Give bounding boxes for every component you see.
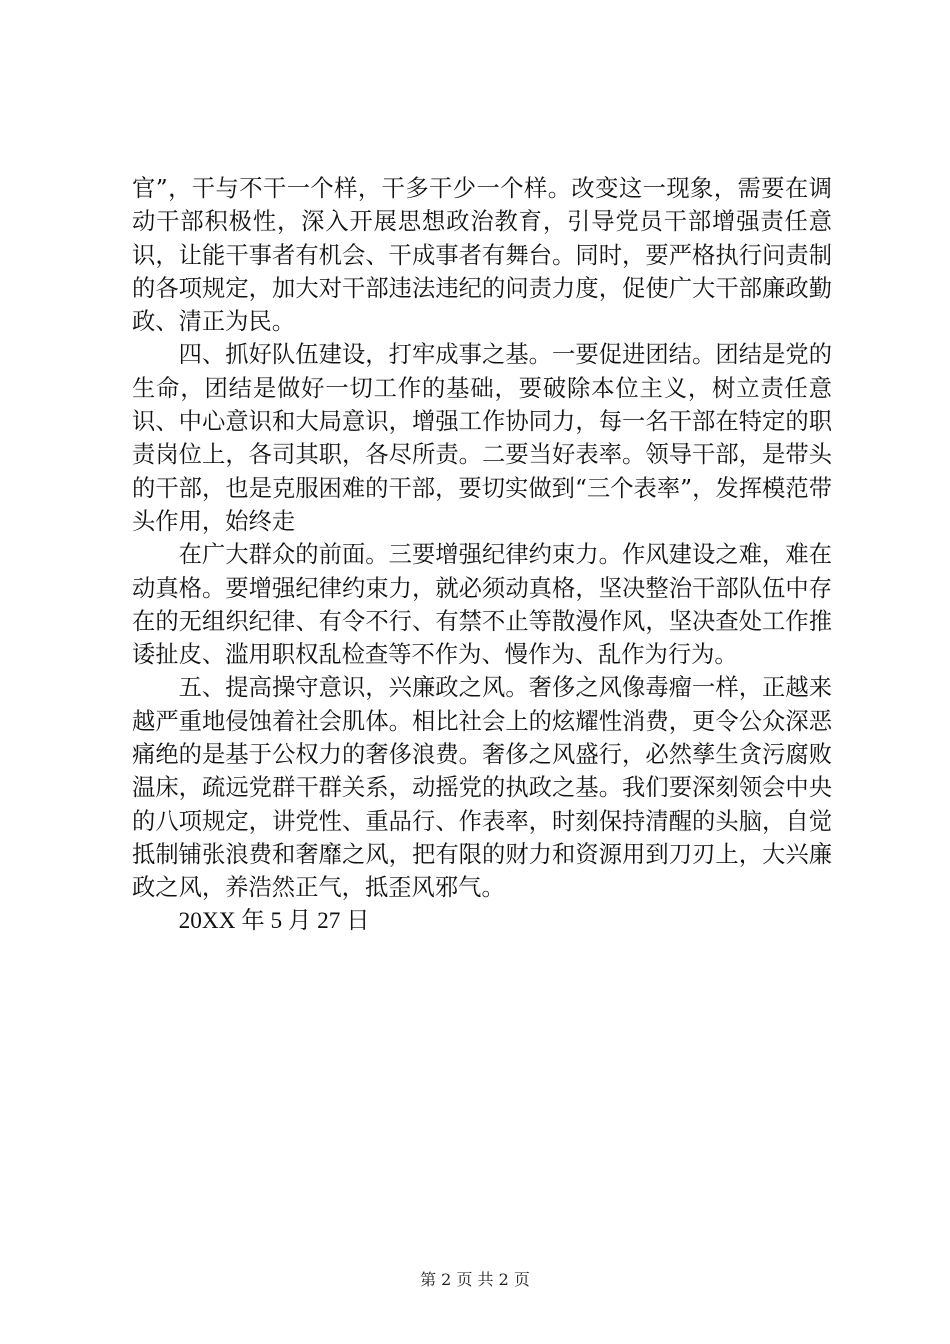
document-date: 20XX 年 5 月 27 日 [178, 907, 370, 934]
page-footer [0, 1270, 950, 1290]
paragraph-continuation: 官”，干与不干一个样，干多干少一个样。改变这一现象，需要在调动干部积极性，深入开展思想政治教育，引导党员干部增强责任意识，让能干事者有机会、干成事者有舞台。同时，要严格执行问责制的各项规定，加大对干部违法违纪的问责力度，促使广大干部廉政勤政、清正为民。 [132, 175, 832, 336]
paragraph-discipline: 在广大群众的前面。三要增强纪律约束力。作风建设之难，难在动真格。要增强纪律约束力，就必须动真格，坚决整治干部队伍中存在的无组织纪律、有令不行、有禁不止等散漫作风，坚决查处工作推诿扯皮、滥用职权乱检查等不作为、慢作为、乱作为行为。 [132, 541, 832, 669]
page-number-label: 第 2 页 共 2 页 [420, 1270, 530, 1289]
document-body [132, 172, 832, 938]
paragraph-team-building: 四、抓好队伍建设，打牢成事之基。一要促进团结。团结是党的生命，团结是做好一切工作的基础，要破除本位主义，树立责任意识、中心意识和大局意识，增强工作协同力，每一名干部在特定的职责岗位上，各司其职，各尽所责。二要当好表率。领导干部，是带头的干部，也是克服困难的干部，要切实做到“三个表率”，发挥模范带头作用，始终走 [132, 341, 832, 535]
paragraph-integrity: 五、提高操守意识，兴廉政之风。奢侈之风像毒瘤一样，正越来越严重地侵蚀着社会肌体。相比社会上的炫耀性消费，更令公众深恶痛绝的是基于公权力的奢侈浪费。奢侈之风盛行，必然孳生贪污腐败温床，疏远党群干群关系，动摇党的执政之基。我们要深刻领会中央的八项规定，讲党性、重品行、作表率，时刻保持清醒的头脑，自觉抵制铺张浪费和奢靡之风，把有限的财力和资源用到刀刃上，大兴廉政之风，养浩然正气，抵歪风邪气。 [132, 674, 832, 902]
